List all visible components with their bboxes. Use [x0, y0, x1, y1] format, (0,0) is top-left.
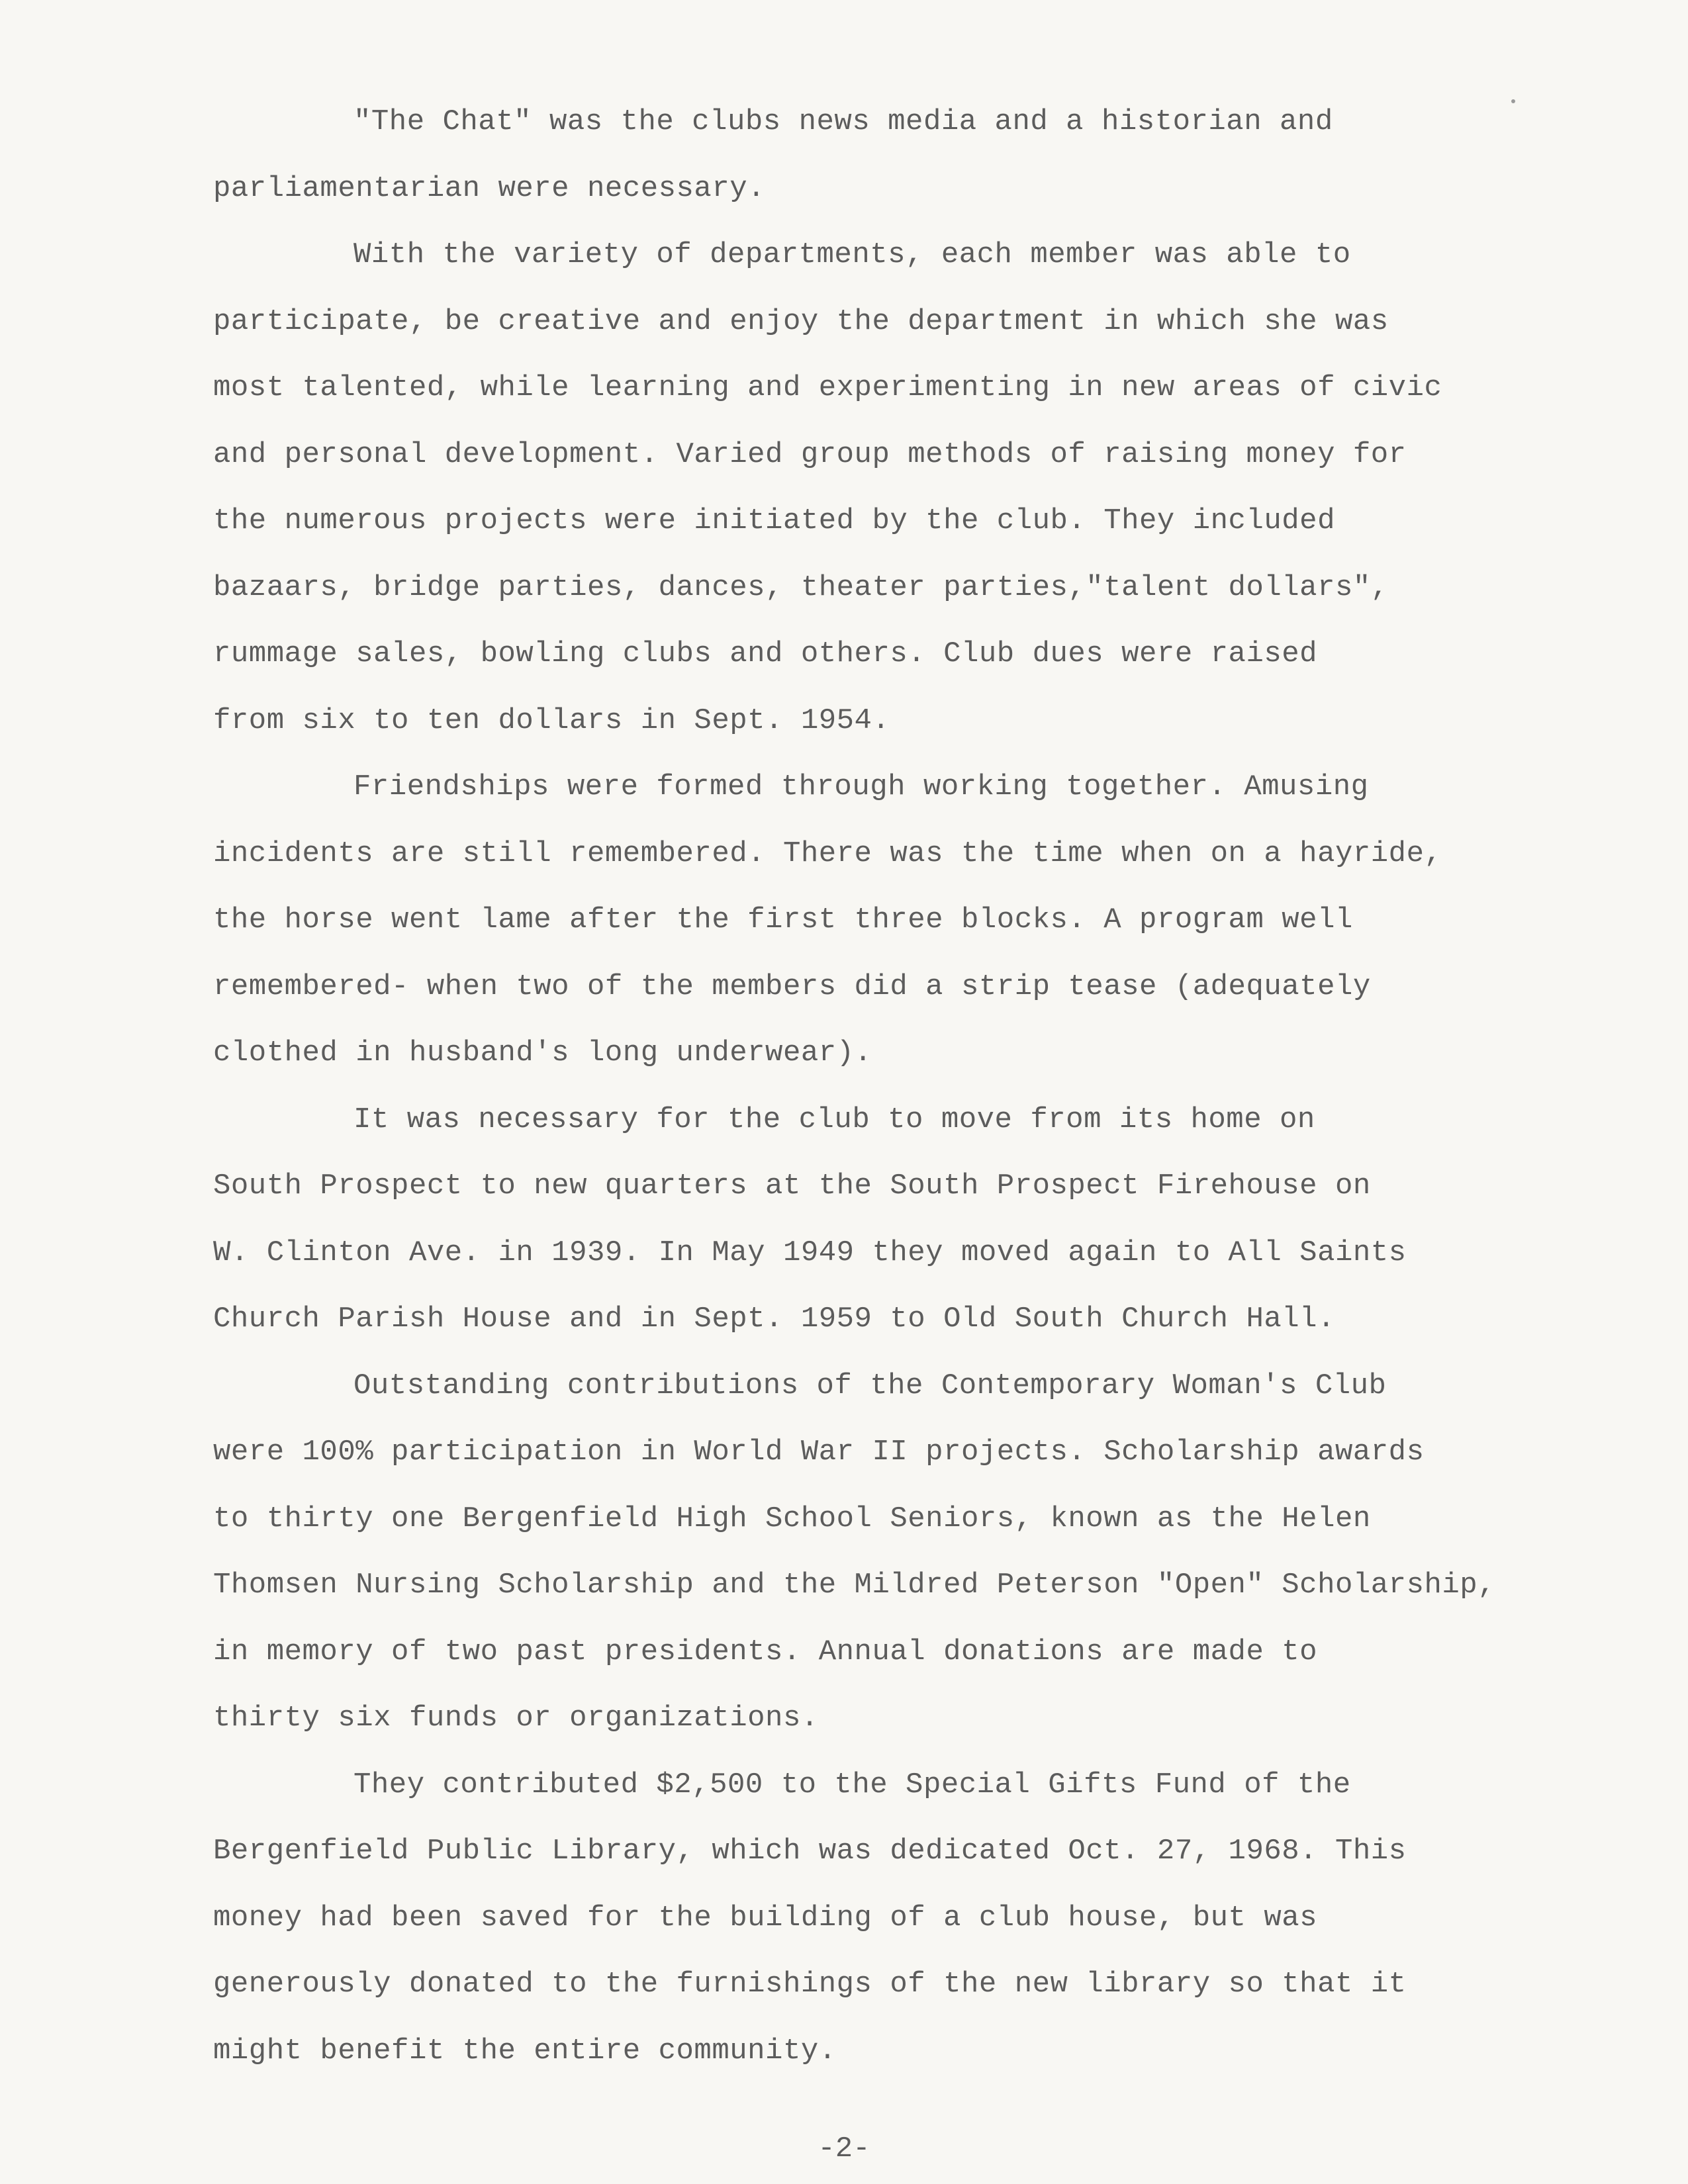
text-line: Outstanding contributions of the Contemporary Woman's Club: [353, 1369, 1387, 1402]
page-number: -2-: [818, 2132, 870, 2165]
text-line: most talented, while learning and experimenting in new areas of civic: [213, 371, 1442, 404]
text-line: participate, be creative and enjoy the department in which she was: [213, 304, 1389, 338]
text-line: to thirty one Bergenfield High School Seniors, known as the Helen: [213, 1502, 1371, 1535]
text-line: It was necessary for the club to move from its home on: [353, 1103, 1315, 1136]
text-line: remembered- when two of the members did a strip tease (adequately: [213, 970, 1371, 1003]
text-line: Bergenfield Public Library, which was dedicated Oct. 27, 1968. This: [213, 1835, 1407, 1868]
text-line: thirty six funds or organizations.: [213, 1702, 819, 1735]
text-line: Thomsen Nursing Scholarship and the Mildred Peterson "Open" Scholarship,: [213, 1569, 1496, 1602]
text-line: from six to ten dollars in Sept. 1954.: [213, 704, 890, 737]
text-line: incidents are still remembered. There was the time when on a hayride,: [213, 837, 1442, 870]
text-line: They contributed $2,500 to the Special Gifts Fund of the: [353, 1768, 1351, 1801]
text-line: rummage sales, bowling clubs and others. Club dues were raised: [213, 637, 1318, 670]
text-line: bazaars, bridge parties, dances, theater parties,"talent dollars",: [213, 570, 1389, 604]
text-line: might benefit the entire community.: [213, 2034, 837, 2068]
text-line: clothed in husband's long underwear).: [213, 1036, 872, 1069]
text-line: Friendships were formed through working together. Amusing: [353, 770, 1369, 803]
text-line: With the variety of departments, each member was able to: [353, 238, 1351, 271]
text-line: money had been saved for the building of a club house, but was: [213, 1901, 1318, 1934]
text-line: South Prospect to new quarters at the South Prospect Firehouse on: [213, 1169, 1371, 1203]
text-line: and personal development. Varied group methods of raising money for: [213, 437, 1407, 471]
text-line: in memory of two past presidents. Annual donations are made to: [213, 1635, 1318, 1668]
document-body: [213, 89, 1636, 2084]
text-line: W. Clinton Ave. in 1939. In May 1949 they moved again to All Saints: [213, 1236, 1407, 1269]
text-line: the horse went lame after the first three blocks. A program well: [213, 903, 1353, 936]
text-line: were 100% participation in World War II projects. Scholarship awards: [213, 1435, 1425, 1469]
text-line: the numerous projects were initiated by the club. They included: [213, 504, 1335, 537]
text-line: generously donated to the furnishings of the new library so that it: [213, 1968, 1407, 2001]
text-line: "The Chat" was the clubs news media and a historian and: [353, 105, 1333, 138]
text-line: Church Parish House and in Sept. 1959 to Old South Church Hall.: [213, 1302, 1335, 1336]
text-line: parliamentarian were necessary.: [213, 171, 766, 205]
